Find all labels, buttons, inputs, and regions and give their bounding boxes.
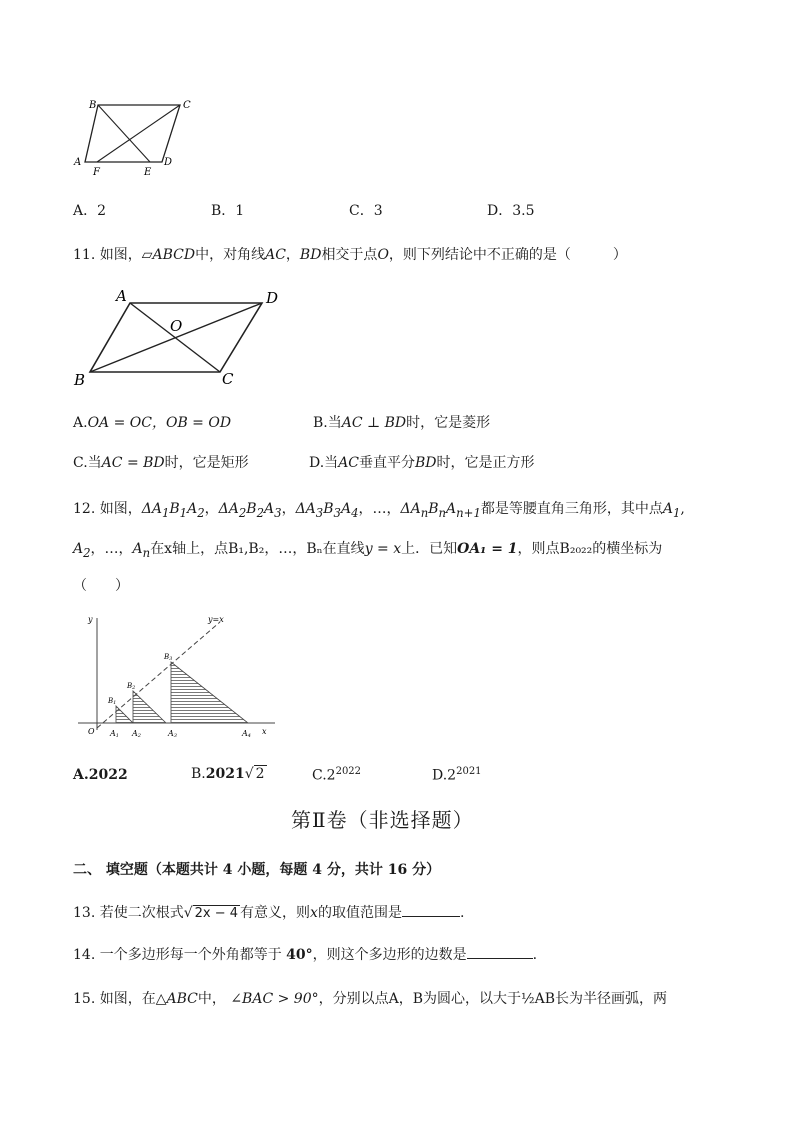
q12-option-a: A.2022 <box>73 767 128 783</box>
q10-option-d: D．3.5 <box>487 203 535 219</box>
label-b2: B2 <box>127 682 136 691</box>
q10-option-a: A．2 <box>73 203 107 219</box>
q10-figure <box>70 95 200 180</box>
label-O: O <box>170 317 183 335</box>
label-E: E <box>144 167 152 178</box>
q12-line1: 12. 如图，$\Delta A_1B_1A_2$，$\Delta A_2B_2A_3$，$\Delta A_3B_3A_4$，…，$\Delta A_nB_nA_{n+1}$都是等腰直角三角形，其中点$A_1$, <box>73 501 685 520</box>
q11-stem: 11. 如图，▱ABCD中，对角线AC，BD相交于点O，则下列结论中不正确的是（ ） <box>73 247 627 263</box>
q11-option-b: B.当AC ⊥ BD时，它是菱形 <box>313 415 491 431</box>
label-C: C <box>222 370 234 388</box>
q15: 15. 如图，在△ABC中， ∠BAC > 90°，分别以点A，B为圆心，以大于½AB长为半径画弧，两 <box>73 991 667 1007</box>
q10-option-b: B．1 <box>211 203 245 219</box>
line-label: y=x <box>208 615 224 624</box>
q11-option-d: D.当AC垂直平分BD时，它是正方形 <box>309 455 535 471</box>
label-B: B <box>74 371 86 389</box>
label-A: A <box>116 287 127 305</box>
q11-option-c: C.当AC = BD时，它是矩形 <box>73 455 249 471</box>
section-title: 第Ⅱ卷（非选择题） <box>291 808 474 832</box>
label-b3: B3 <box>164 653 173 662</box>
label-F: F <box>93 167 100 178</box>
section2-heading: 二、 填空题（本题共计 4 小题，每题 4 分，共计 16 分） <box>73 862 441 878</box>
label-a2: A2 <box>132 729 141 739</box>
q14: 14. 一个多边形每一个外角都等于 40°，则这个多边形的边数是 . <box>73 947 538 963</box>
q11-option-a: A.OA = OC，OB = OD <box>73 415 232 431</box>
label-a4: A4 <box>242 729 251 739</box>
q12-line2: $A_2$，…，$A_n$在x轴上，点B₁,B₂，…，Bₙ在直线y = x上．已知OA₁ = 1，则点B₂₀₂₂的横坐标为 <box>73 541 663 560</box>
origin-label: O <box>88 727 95 736</box>
q11-figure <box>70 285 290 393</box>
y-axis-label: y <box>88 615 93 624</box>
label-A: A <box>74 157 82 168</box>
q12-option-b: B.2021√ 2 <box>191 766 265 782</box>
q12-option-c: $C.2^{2022}$ <box>312 766 362 784</box>
q12-answer-paren: （ ） <box>73 578 129 594</box>
q13: 13. 若使二次根式√ 2x − 4 有意义，则x的取值范围是 . <box>73 905 465 921</box>
label-D: D <box>164 157 173 168</box>
label-a3: A3 <box>168 729 177 739</box>
label-a1: A1 <box>110 729 119 739</box>
label-C: C <box>183 100 191 111</box>
x-axis-label: x <box>262 727 267 736</box>
q12-option-d: $D.2^{2021}$ <box>432 766 482 784</box>
q12-figure <box>70 610 285 745</box>
q10-option-c: C．3 <box>349 203 383 219</box>
label-D: D <box>266 289 279 307</box>
label-B: B <box>89 100 97 111</box>
label-b1: B1 <box>108 697 117 706</box>
